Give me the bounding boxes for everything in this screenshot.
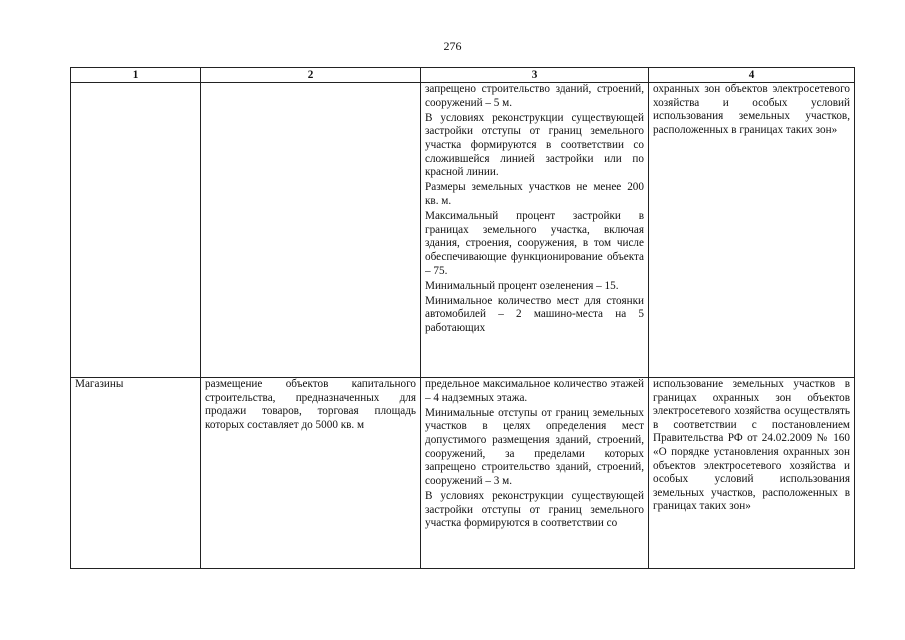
paragraph: В условиях реконструкции существующей застройки отступы от границ земельного участка формируются в соответствии со сложившейся линией застройки или по красной линии. xyxy=(425,111,644,179)
page-number: 276 xyxy=(443,39,462,53)
cell-parameters xyxy=(421,83,649,378)
column-header-2: 2 xyxy=(201,68,421,83)
paragraph: охранных зон объектов электросетевого хозяйства и особых условий использования земельных участков, расположенных в границах таких зон» xyxy=(653,83,850,136)
cell-use-name xyxy=(71,83,201,378)
paragraph: Минимальные отступы от границ земельных участков в целях определения мест допустимого размещения зданий, строений, сооружений, за пределами которых запрещено строительство зданий, строений, сооружений – 3 м. xyxy=(425,406,644,487)
table-header-row xyxy=(71,68,855,83)
cell-parameters xyxy=(421,378,649,569)
column-header-3: 3 xyxy=(421,68,649,83)
column-header-1: 1 xyxy=(71,68,201,83)
paragraph: предельное максимальное количество этажей – 4 надземных этажа. xyxy=(425,378,644,404)
cell-use-description xyxy=(201,83,421,378)
paragraph: Минимальный процент озеленения – 15. xyxy=(425,279,619,292)
cell-restrictions xyxy=(649,378,855,569)
paragraph: запрещено строительство зданий, строений, сооружений – 5 м. xyxy=(425,83,644,109)
cell-restrictions xyxy=(649,83,855,378)
paragraph: Максимальный процент застройки в границах земельного участка, включая здания, строения, сооружения, в том числе обеспечивающие функционирование объекта – 75. xyxy=(425,210,644,277)
paragraph: Размеры земельных участков не менее 200 кв. м. xyxy=(425,181,644,207)
paragraph: В условиях реконструкции существующей застройки отступы от границ земельного участка формируются в соответствии со xyxy=(425,489,644,530)
table-row xyxy=(71,378,855,569)
column-header-4: 4 xyxy=(649,68,855,83)
cell-use-name: Магазины xyxy=(71,378,201,569)
paragraph: Минимальное количество мест для стоянки автомобилей – 2 машино-места на 5 работающих xyxy=(425,294,644,335)
cell-use-description: размещение объектов капитального строительства, предназначенных для продажи товаров, торговая площадь которых составляет до 5000 кв. м xyxy=(201,378,421,569)
table-row xyxy=(71,83,855,378)
paragraph: использование земельных участков в границах охранных зон объектов электросетевого хозяйства осуществлять в соответствии с постановлением Правительства РФ от 24.02.2009 № 160 «О порядке установления охранных зон объектов электросетевого хозяйства и особых условий использования земельных участков, расположенных в границах таких зон» xyxy=(653,378,850,513)
regulation-table xyxy=(70,67,855,569)
